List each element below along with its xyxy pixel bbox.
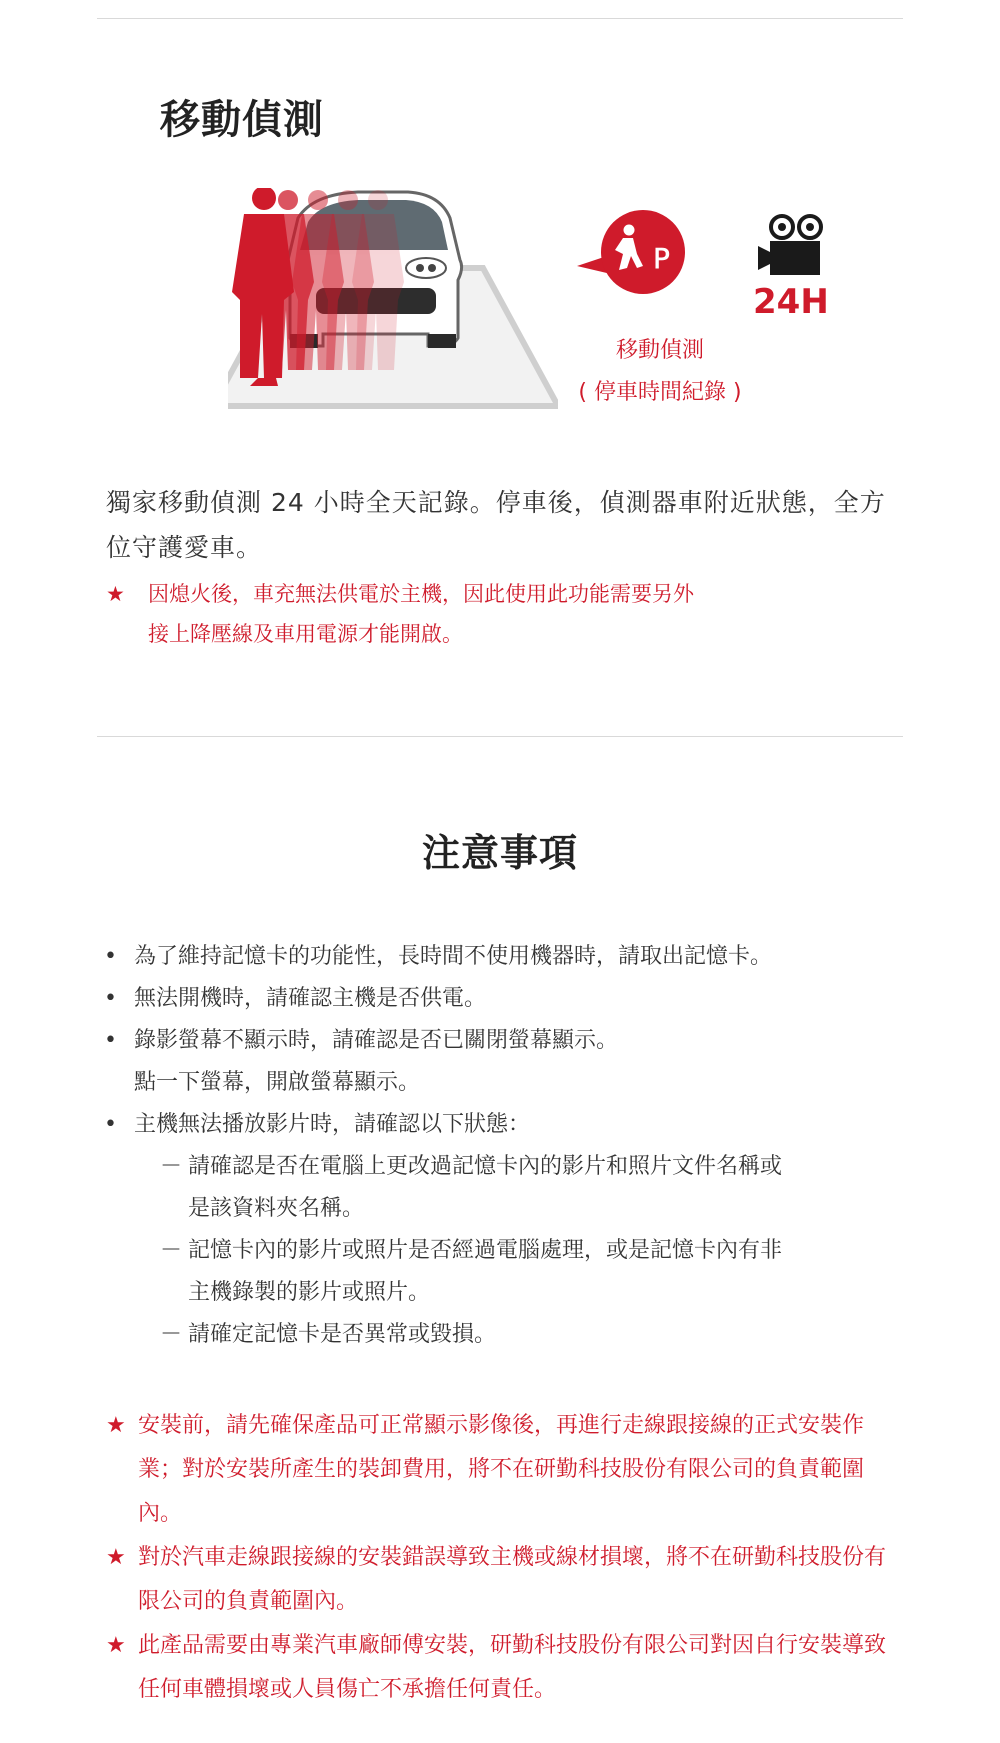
warning-star-icon: ★ bbox=[106, 1545, 126, 1570]
list-item-text: 無法開機時，請確認主機是否供電。 bbox=[134, 986, 487, 1011]
video-camera-icon bbox=[758, 214, 838, 276]
motion-caption bbox=[545, 330, 775, 414]
parking-badge-letter: P bbox=[653, 242, 670, 275]
install-warning-text: 對於汽車走線跟接線的安裝錯誤導致主機或線材損壞，將不在研勤科技股份有限公司的負責範圍內。 bbox=[138, 1545, 887, 1614]
bullet-icon: • bbox=[104, 1112, 117, 1137]
dash-icon: － bbox=[160, 1322, 183, 1347]
list-item bbox=[104, 936, 904, 978]
list-item-text: 主機無法播放影片時，請確認以下狀態： bbox=[134, 1112, 531, 1137]
sub-list-item bbox=[104, 1146, 904, 1230]
install-warning-item bbox=[106, 1536, 906, 1624]
dash-icon: － bbox=[160, 1238, 183, 1263]
person-silhouette-icon bbox=[232, 188, 404, 386]
sub-list-item-line1: 記憶卡內的影片或照片是否經過電腦處理，或是記憶卡內有非 bbox=[188, 1238, 783, 1263]
install-warning-item bbox=[106, 1624, 906, 1712]
sub-list-item-line1: 請確認是否在電腦上更改過記憶卡內的影片和照片文件名稱或 bbox=[188, 1154, 783, 1179]
list-item-text: 錄影螢幕不顯示時，請確認是否已關閉螢幕顯示。 bbox=[134, 1028, 619, 1053]
list-item bbox=[104, 1020, 904, 1062]
install-warning-text: 此產品需要由專業汽車廠師傅安裝，研勤科技股份有限公司對因自行安裝導致任何車體損壞或人員傷亡不承擔任何責任。 bbox=[138, 1633, 887, 1702]
bullet-icon: • bbox=[104, 944, 117, 969]
sub-list-item-line2: 是該資料夾名稱。 bbox=[188, 1196, 365, 1221]
motion-detection-title: 移動偵測 bbox=[160, 97, 324, 143]
list-item-text: 為了維持記憶卡的功能性，長時間不使用機器時，請取出記憶卡。 bbox=[134, 944, 773, 969]
warning-star-icon: ★ bbox=[106, 582, 125, 606]
install-warning-item bbox=[106, 1404, 906, 1536]
motion-warning-line2: 接上降壓線及車用電源才能開啟。 bbox=[148, 622, 463, 646]
bullet-icon: • bbox=[104, 986, 117, 1011]
motion-description: 獨家移動偵測 24 小時全天記錄。停車後，偵測器車附近狀態，全方位守護愛車。 bbox=[106, 488, 886, 562]
list-item bbox=[104, 1104, 904, 1146]
warning-star-icon: ★ bbox=[106, 1413, 126, 1438]
motion-warning-line1: 因熄火後，車充無法供電於主機，因此使用此功能需要另外 bbox=[148, 582, 694, 606]
sub-list-item bbox=[104, 1230, 904, 1314]
motion-parking-badge-icon bbox=[573, 208, 703, 298]
24-hours-label: 24H bbox=[753, 282, 829, 322]
notes-list bbox=[104, 936, 904, 1356]
notes-title: 注意事項 bbox=[421, 831, 578, 875]
motion-caption-line1: 移動偵測 bbox=[615, 338, 704, 363]
sub-list-item-line1: 請確定記憶卡是否異常或毀損。 bbox=[188, 1322, 497, 1347]
install-warnings bbox=[106, 1404, 906, 1712]
bullet-icon: • bbox=[104, 1028, 117, 1053]
motion-detection-illustration bbox=[228, 188, 558, 433]
motion-caption-line2: ( 停車時間紀錄 ) bbox=[578, 380, 742, 405]
top-divider bbox=[97, 18, 903, 19]
list-item bbox=[104, 978, 904, 1020]
sub-list-item-line2: 主機錄製的影片或照片。 bbox=[188, 1280, 431, 1305]
install-warning-text: 安裝前，請先確保產品可正常顯示影像後，再進行走線跟接線的正式安裝作業；對於安裝所產生的裝卸費用，將不在研勤科技股份有限公司的負責範圍內。 bbox=[138, 1413, 865, 1526]
list-item-continuation: 點一下螢幕，開啟螢幕顯示。 bbox=[134, 1070, 421, 1095]
section-divider bbox=[97, 736, 903, 737]
sub-list-item bbox=[104, 1314, 904, 1356]
warning-star-icon: ★ bbox=[106, 1633, 126, 1658]
dash-icon: － bbox=[160, 1154, 183, 1179]
motion-warning bbox=[106, 574, 694, 654]
